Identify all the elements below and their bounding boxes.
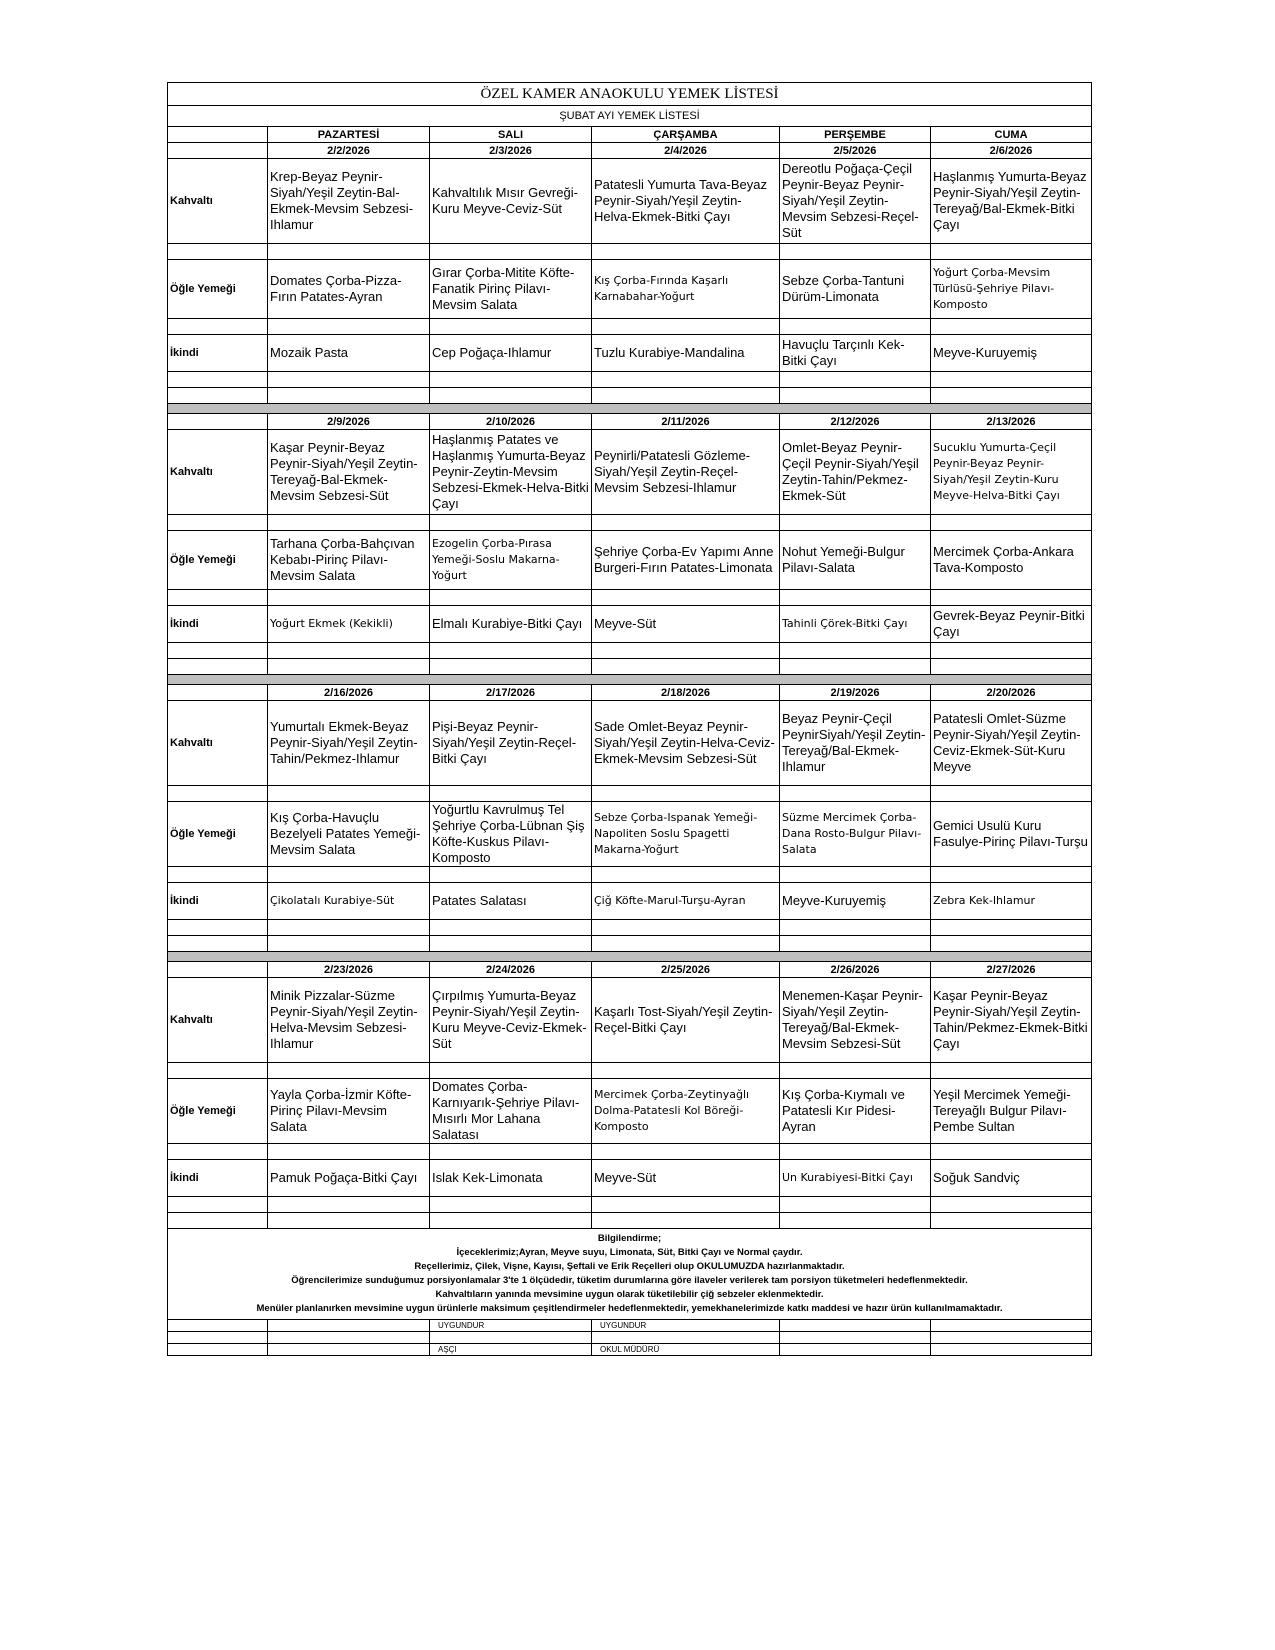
week-separator — [168, 404, 1092, 414]
date-row — [168, 685, 1092, 701]
date-row-label — [168, 414, 268, 430]
meal-label-kahvalti: Kahvaltı — [168, 159, 268, 244]
empty-cell — [931, 936, 1092, 952]
week-separator — [168, 675, 1092, 685]
menu-cell: Kaşar Peynir-Beyaz Peynir-Siyah/Yeşil Zeytin-Tereyağ-Bal-Ekmek-Mevsim Sebzesi-Süt — [268, 430, 430, 515]
info-line: Reçellerimiz, Çilek, Vişne, Kayısı, Şeftali ve Erik Reçelleri olup OKULUMUZDA hazırlanmaktadır. — [414, 1261, 845, 1272]
menu-cell: Ezogelin Çorba-Pırasa Yemeği-Soslu Makarna-Yoğurt — [430, 531, 592, 590]
empty-cell — [780, 244, 931, 260]
menu-cell: Gevrek-Beyaz Peynir-Bitki Çayı — [931, 606, 1092, 643]
empty-cell — [168, 1344, 268, 1356]
empty-cell — [268, 936, 430, 952]
empty-cell — [780, 372, 931, 388]
menu-cell: Kış Çorba-Fırında Kaşarlı Karnabahar-Yoğurt — [592, 260, 780, 319]
empty-cell — [592, 1197, 780, 1213]
empty-cell — [931, 867, 1092, 883]
signature-label: UYGUNDUR — [592, 1320, 780, 1332]
empty-cell — [430, 643, 592, 659]
empty-cell — [268, 920, 430, 936]
meal-label-ogle: Öğle Yemeği — [168, 531, 268, 590]
signature-role-row — [168, 1344, 1092, 1356]
menu-cell: Gemici Usulü Kuru Fasulye-Pirinç Pilavı-Turşu — [931, 802, 1092, 867]
empty-cell — [168, 643, 268, 659]
empty-cell — [592, 319, 780, 335]
date-cell: 2/13/2026 — [931, 414, 1092, 430]
empty-cell — [168, 867, 268, 883]
date-cell: 2/24/2026 — [430, 962, 592, 978]
menu-cell: Gırar Çorba-Mitite Köfte-Fanatik Pirinç Pilavı-Mevsim Salata — [430, 260, 592, 319]
spacer-row — [168, 936, 1092, 952]
spacer-row — [168, 659, 1092, 675]
info-title: Bilgilendirme; — [597, 1233, 662, 1244]
menu-cell: Mercimek Çorba-Zeytinyağlı Dolma-Patatesli Kol Böreği-Komposto — [592, 1079, 780, 1144]
signature-label: OKUL MÜDÜRÜ — [592, 1344, 780, 1356]
empty-cell — [931, 515, 1092, 531]
meal-row-ogle — [168, 802, 1092, 867]
menu-cell: Sebze Çorba-Ispanak Yemeği-Napoliten Soslu Spagetti Makarna-Yoğurt — [592, 802, 780, 867]
meal-label-ikindi: İkindi — [168, 606, 268, 643]
empty-cell — [268, 1332, 430, 1344]
meal-label-ikindi: İkindi — [168, 883, 268, 920]
empty-cell — [168, 319, 268, 335]
empty-cell — [931, 1320, 1092, 1332]
menu-cell: Kış Çorba-Kıymalı ve Patatesli Kır Pidesi-Ayran — [780, 1079, 931, 1144]
separator-cell — [168, 404, 1092, 414]
empty-cell — [430, 1144, 592, 1160]
menu-cell: Yeşil Mercimek Yemeği-Tereyağlı Bulgur Pilavı-Pembe Sultan — [931, 1079, 1092, 1144]
signature-label: AŞÇI — [430, 1344, 592, 1356]
empty-cell — [780, 1063, 931, 1079]
date-cell: 2/11/2026 — [592, 414, 780, 430]
menu-cell: Patatesli Yumurta Tava-Beyaz Peynir-Siyah/Yeşil Zeytin-Helva-Ekmek-Bitki Çayı — [592, 159, 780, 244]
date-cell: 2/6/2026 — [931, 143, 1092, 159]
menu-cell: Meyve-Süt — [592, 1160, 780, 1197]
empty-cell — [931, 1332, 1092, 1344]
empty-cell — [430, 372, 592, 388]
empty-cell — [168, 1320, 268, 1332]
date-row — [168, 143, 1092, 159]
empty-cell — [931, 319, 1092, 335]
empty-cell — [592, 372, 780, 388]
date-cell: 2/23/2026 — [268, 962, 430, 978]
empty-cell — [168, 1197, 268, 1213]
date-row-label — [168, 143, 268, 159]
menu-cell: Yoğurt Ekmek (Kekikli) — [268, 606, 430, 643]
empty-cell — [168, 244, 268, 260]
menu-cell: Kahvaltılık Mısır Gevreği-Kuru Meyve-Ceviz-Süt — [430, 159, 592, 244]
empty-cell — [780, 388, 931, 404]
empty-cell — [268, 1144, 430, 1160]
menu-cell: Tahinli Çörek-Bitki Çayı — [780, 606, 931, 643]
menu-cell: Kış Çorba-Havuçlu Bezelyeli Patates Yemeği-Mevsim Salata — [268, 802, 430, 867]
date-cell: 2/20/2026 — [931, 685, 1092, 701]
empty-cell — [268, 319, 430, 335]
empty-cell — [430, 590, 592, 606]
empty-cell — [430, 244, 592, 260]
day-header-friday: CUMA — [931, 127, 1092, 143]
spacer-row — [168, 1197, 1092, 1213]
meal-label-ikindi: İkindi — [168, 1160, 268, 1197]
empty-cell — [780, 936, 931, 952]
date-cell: 2/25/2026 — [592, 962, 780, 978]
empty-cell — [268, 867, 430, 883]
empty-cell — [592, 786, 780, 802]
empty-cell — [430, 786, 592, 802]
menu-cell: Tuzlu Kurabiye-Mandalina — [592, 335, 780, 372]
menu-cell: Minik Pizzalar-Süzme Peynir-Siyah/Yeşil Zeytin-Helva-Mevsim Sebzesi-Ihlamur — [268, 978, 430, 1063]
date-cell: 2/12/2026 — [780, 414, 931, 430]
meal-row-ogle — [168, 260, 1092, 319]
empty-cell — [931, 786, 1092, 802]
spacer-row — [168, 920, 1092, 936]
menu-cell: Pişi-Beyaz Peynir-Siyah/Yeşil Zeytin-Reçel-Bitki Çayı — [430, 701, 592, 786]
menu-cell: Menemen-Kaşar Peynir-Siyah/Yeşil Zeytin-Tereyağ/Bal-Ekmek-Mevsim Sebzesi-Süt — [780, 978, 931, 1063]
empty-cell — [168, 1063, 268, 1079]
menu-cell: Nohut Yemeği-Bulgur Pilavı-Salata — [780, 531, 931, 590]
empty-cell — [592, 659, 780, 675]
day-header-tuesday: SALI — [430, 127, 592, 143]
empty-cell — [592, 515, 780, 531]
menu-cell: Çiğ Köfte-Marul-Turşu-Ayran — [592, 883, 780, 920]
menu-cell: Patatesli Omlet-Süzme Peynir-Siyah/Yeşil Zeytin-Ceviz-Ekmek-Süt-Kuru Meyve — [931, 701, 1092, 786]
info-row — [168, 1229, 1092, 1320]
meal-label-ogle: Öğle Yemeği — [168, 802, 268, 867]
empty-cell — [780, 1320, 931, 1332]
date-cell: 2/3/2026 — [430, 143, 592, 159]
spacer-row — [168, 867, 1092, 883]
date-cell: 2/27/2026 — [931, 962, 1092, 978]
empty-cell — [592, 936, 780, 952]
empty-cell — [268, 244, 430, 260]
empty-cell — [780, 659, 931, 675]
meal-row-ikindi — [168, 1160, 1092, 1197]
empty-cell — [931, 1197, 1092, 1213]
meal-label-kahvalti: Kahvaltı — [168, 430, 268, 515]
empty-cell — [592, 388, 780, 404]
empty-cell — [268, 372, 430, 388]
empty-cell — [592, 920, 780, 936]
date-row — [168, 962, 1092, 978]
menu-cell: Cep Poğaça-Ihlamur — [430, 335, 592, 372]
empty-cell — [430, 319, 592, 335]
meal-label-ogle: Öğle Yemeği — [168, 260, 268, 319]
empty-cell — [430, 515, 592, 531]
empty-cell — [780, 920, 931, 936]
empty-cell — [268, 1197, 430, 1213]
date-row — [168, 414, 1092, 430]
meal-label-kahvalti: Kahvaltı — [168, 978, 268, 1063]
date-cell: 2/17/2026 — [430, 685, 592, 701]
meal-row-ogle — [168, 1079, 1092, 1144]
meal-row-kahvalti — [168, 430, 1092, 515]
empty-cell — [430, 1063, 592, 1079]
date-cell: 2/16/2026 — [268, 685, 430, 701]
menu-cell: Tarhana Çorba-Bahçıvan Kebabı-Pirinç Pilavı-Mevsim Salata — [268, 531, 430, 590]
day-header-thursday: PERŞEMBE — [780, 127, 931, 143]
menu-cell: Yoğurt Çorba-Mevsim Türlüsü-Şehriye Pilavı-Komposto — [931, 260, 1092, 319]
meal-label-ikindi: İkindi — [168, 335, 268, 372]
date-cell: 2/18/2026 — [592, 685, 780, 701]
meal-row-ikindi — [168, 606, 1092, 643]
empty-cell — [430, 867, 592, 883]
empty-cell — [168, 1213, 268, 1229]
date-cell: 2/10/2026 — [430, 414, 592, 430]
empty-cell — [430, 1332, 592, 1344]
empty-cell — [931, 1344, 1092, 1356]
menu-cell: Yayla Çorba-İzmir Köfte-Pirinç Pilavı-Mevsim Salata — [268, 1079, 430, 1144]
menu-cell: Şehriye Çorba-Ev Yapımı Anne Burgeri-Fırın Patates-Limonata — [592, 531, 780, 590]
menu-cell: Havuçlu Tarçınlı Kek-Bitki Çayı — [780, 335, 931, 372]
menu-cell: Zebra Kek-Ihlamur — [931, 883, 1092, 920]
menu-cell: Krep-Beyaz Peynir-Siyah/Yeşil Zeytin-Bal-Ekmek-Mevsim Sebzesi-Ihlamur — [268, 159, 430, 244]
spacer-row — [168, 388, 1092, 404]
empty-cell — [168, 659, 268, 675]
spacer-row — [168, 1213, 1092, 1229]
menu-cell: Çikolatalı Kurabiye-Süt — [268, 883, 430, 920]
date-row-label — [168, 685, 268, 701]
menu-cell: Meyve-Kuruyemiş — [780, 883, 931, 920]
corner-cell — [168, 127, 268, 143]
meal-row-kahvalti — [168, 978, 1092, 1063]
empty-cell — [780, 1144, 931, 1160]
empty-cell — [931, 1144, 1092, 1160]
empty-cell — [931, 659, 1092, 675]
date-cell: 2/4/2026 — [592, 143, 780, 159]
empty-cell — [168, 372, 268, 388]
menu-cell: Domates Çorba-Pizza-Fırın Patates-Ayran — [268, 260, 430, 319]
menu-cell: Dereotlu Poğaça-Çeçil Peynir-Beyaz Peynir-Siyah/Yeşil Zeytin-Mevsim Sebzesi-Reçel-Süt — [780, 159, 931, 244]
signature-approval-row — [168, 1320, 1092, 1332]
empty-cell — [780, 867, 931, 883]
spacer-row — [168, 515, 1092, 531]
spacer-row — [168, 643, 1092, 659]
menu-cell: Haşlanmış Patates ve Haşlanmış Yumurta-Beyaz Peynir-Zeytin-Mevsim Sebzesi-Ekmek-Helva-Bitki Çayı — [430, 430, 592, 515]
empty-cell — [268, 388, 430, 404]
menu-cell: Patates Salatası — [430, 883, 592, 920]
empty-cell — [780, 1213, 931, 1229]
empty-cell — [268, 659, 430, 675]
menu-cell: Sucuklu Yumurta-Çeçil Peynir-Beyaz Peynir-Siyah/Yeşil Zeytin-Kuru Meyve-Helva-Bitki Çayı — [931, 430, 1092, 515]
empty-cell — [430, 1197, 592, 1213]
menu-cell: Kaşar Peynir-Beyaz Peynir-Siyah/Yeşil Zeytin-Tahin/Pekmez-Ekmek-Bitki Çayı — [931, 978, 1092, 1063]
page-subtitle: ŞUBAT AYI YEMEK LİSTESİ — [168, 106, 1092, 127]
empty-cell — [168, 936, 268, 952]
meal-row-kahvalti — [168, 159, 1092, 244]
date-cell: 2/5/2026 — [780, 143, 931, 159]
empty-cell — [931, 920, 1092, 936]
empty-cell — [430, 920, 592, 936]
empty-cell — [592, 244, 780, 260]
menu-cell: Mozaik Pasta — [268, 335, 430, 372]
week-separator — [168, 952, 1092, 962]
menu-table — [167, 82, 1092, 1356]
empty-cell — [430, 388, 592, 404]
empty-cell — [168, 920, 268, 936]
empty-cell — [592, 867, 780, 883]
menu-cell: Sade Omlet-Beyaz Peynir-Siyah/Yeşil Zeytin-Helva-Ceviz-Ekmek-Mevsim Sebzesi-Süt — [592, 701, 780, 786]
separator-cell — [168, 952, 1092, 962]
date-cell: 2/2/2026 — [268, 143, 430, 159]
menu-cell: Kaşarlı Tost-Siyah/Yeşil Zeytin-Reçel-Bitki Çayı — [592, 978, 780, 1063]
meal-row-kahvalti — [168, 701, 1092, 786]
page-title: ÖZEL KAMER ANAOKULU YEMEK LİSTESİ — [168, 83, 1092, 106]
empty-cell — [780, 515, 931, 531]
empty-cell — [430, 659, 592, 675]
empty-cell — [268, 786, 430, 802]
info-block — [168, 1229, 1092, 1320]
empty-cell — [780, 590, 931, 606]
menu-cell: Pamuk Poğaça-Bitki Çayı — [268, 1160, 430, 1197]
info-line: Öğrencilerimize sunduğumuz porsiyonlamalar 3'te 1 ölçüdedir, tüketim durumlarına göre ilaveler verilerek tam porsiyon tüketmeleri hedeflenmektedir. — [291, 1275, 968, 1286]
menu-cell: Çırpılmış Yumurta-Beyaz Peynir-Siyah/Yeşil Zeytin-Kuru Meyve-Ceviz-Ekmek-Süt — [430, 978, 592, 1063]
menu-cell: Meyve-Kuruyemiş — [931, 335, 1092, 372]
empty-cell — [592, 1144, 780, 1160]
info-line: İçeceklerimiz;Ayran, Meyve suyu, Limonata, Süt, Bitki Çayı ve Normal çaydır. — [456, 1247, 803, 1258]
empty-cell — [168, 786, 268, 802]
date-cell: 2/9/2026 — [268, 414, 430, 430]
menu-cell: Domates Çorba-Karnıyarık-Şehriye Pilavı-Mısırlı Mor Lahana Salatası — [430, 1079, 592, 1144]
empty-cell — [931, 372, 1092, 388]
empty-cell — [780, 1197, 931, 1213]
info-line: Kahvaltıların yanında mevsimine uygun olarak tüketilebilir çiğ sebzeler eklenmektedir. — [435, 1289, 824, 1300]
empty-cell — [268, 590, 430, 606]
empty-cell — [430, 1213, 592, 1229]
empty-cell — [168, 1144, 268, 1160]
spacer-row — [168, 590, 1092, 606]
date-cell: 2/26/2026 — [780, 962, 931, 978]
empty-cell — [931, 244, 1092, 260]
menu-cell: Omlet-Beyaz Peynir-Çeçil Peynir-Siyah/Yeşil Zeytin-Tahin/Pekmez-Ekmek-Süt — [780, 430, 931, 515]
day-header-monday: PAZARTESİ — [268, 127, 430, 143]
empty-cell — [592, 1213, 780, 1229]
signature-label: UYGUNDUR — [430, 1320, 592, 1332]
meal-row-ogle — [168, 531, 1092, 590]
menu-cell: Islak Kek-Limonata — [430, 1160, 592, 1197]
empty-cell — [931, 1063, 1092, 1079]
spacer-row — [168, 319, 1092, 335]
date-row-label — [168, 962, 268, 978]
empty-cell — [168, 1332, 268, 1344]
menu-cell: Sebze Çorba-Tantuni Dürüm-Limonata — [780, 260, 931, 319]
empty-cell — [931, 1213, 1092, 1229]
meal-row-ikindi — [168, 335, 1092, 372]
empty-cell — [268, 515, 430, 531]
empty-cell — [168, 590, 268, 606]
menu-cell: Yoğurtlu Kavrulmuş Tel Şehriye Çorba-Lübnan Şiş Köfte-Kuskus Pilavı-Komposto — [430, 802, 592, 867]
menu-sheet — [167, 82, 1091, 1356]
empty-cell — [780, 1344, 931, 1356]
empty-cell — [430, 936, 592, 952]
info-line: Menüler planlanırken mevsimine uygun ürünlerle maksimum çeşitlendirmeler hedeflenmektedir, yemekhanelerimizde katkı maddesi ve hazır ürün kullanılmamaktadır. — [256, 1303, 1003, 1314]
spacer-row — [168, 372, 1092, 388]
empty-cell — [168, 515, 268, 531]
spacer-row — [168, 1144, 1092, 1160]
spacer-row — [168, 244, 1092, 260]
empty-cell — [268, 1320, 430, 1332]
spacer-row — [168, 1063, 1092, 1079]
empty-cell — [592, 643, 780, 659]
menu-cell: Meyve-Süt — [592, 606, 780, 643]
empty-cell — [780, 786, 931, 802]
spacer-row — [168, 786, 1092, 802]
menu-cell: Elmalı Kurabiye-Bitki Çayı — [430, 606, 592, 643]
menu-cell: Peynirli/Patatesli Gözleme-Siyah/Yeşil Zeytin-Reçel-Mevsim Sebzesi-Ihlamur — [592, 430, 780, 515]
menu-cell: Süzme Mercimek Çorba-Dana Rosto-Bulgur Pilavı-Salata — [780, 802, 931, 867]
signature-blank-row — [168, 1332, 1092, 1344]
meal-row-ikindi — [168, 883, 1092, 920]
separator-cell — [168, 675, 1092, 685]
date-cell: 2/19/2026 — [780, 685, 931, 701]
menu-cell: Haşlanmış Yumurta-Beyaz Peynir-Siyah/Yeşil Zeytin-Tereyağ/Bal-Ekmek-Bitki Çayı — [931, 159, 1092, 244]
menu-cell: Soğuk Sandviç — [931, 1160, 1092, 1197]
empty-cell — [931, 388, 1092, 404]
empty-cell — [268, 1063, 430, 1079]
empty-cell — [168, 388, 268, 404]
empty-cell — [780, 643, 931, 659]
empty-cell — [592, 1332, 780, 1344]
meal-label-kahvalti: Kahvaltı — [168, 701, 268, 786]
menu-cell: Un Kurabiyesi-Bitki Çayı — [780, 1160, 931, 1197]
empty-cell — [931, 590, 1092, 606]
meal-label-ogle: Öğle Yemeği — [168, 1079, 268, 1144]
empty-cell — [780, 319, 931, 335]
empty-cell — [268, 1213, 430, 1229]
menu-cell: Beyaz Peynir-Çeçil PeynirSiyah/Yeşil Zeytin-Tereyağ/Bal-Ekmek-Ihlamur — [780, 701, 931, 786]
empty-cell — [931, 643, 1092, 659]
menu-cell: Yumurtalı Ekmek-Beyaz Peynir-Siyah/Yeşil Zeytin-Tahin/Pekmez-Ihlamur — [268, 701, 430, 786]
empty-cell — [268, 1344, 430, 1356]
empty-cell — [592, 1063, 780, 1079]
empty-cell — [268, 643, 430, 659]
day-header-wednesday: ÇARŞAMBA — [592, 127, 780, 143]
empty-cell — [592, 590, 780, 606]
menu-cell: Mercimek Çorba-Ankara Tava-Komposto — [931, 531, 1092, 590]
empty-cell — [780, 1332, 931, 1344]
